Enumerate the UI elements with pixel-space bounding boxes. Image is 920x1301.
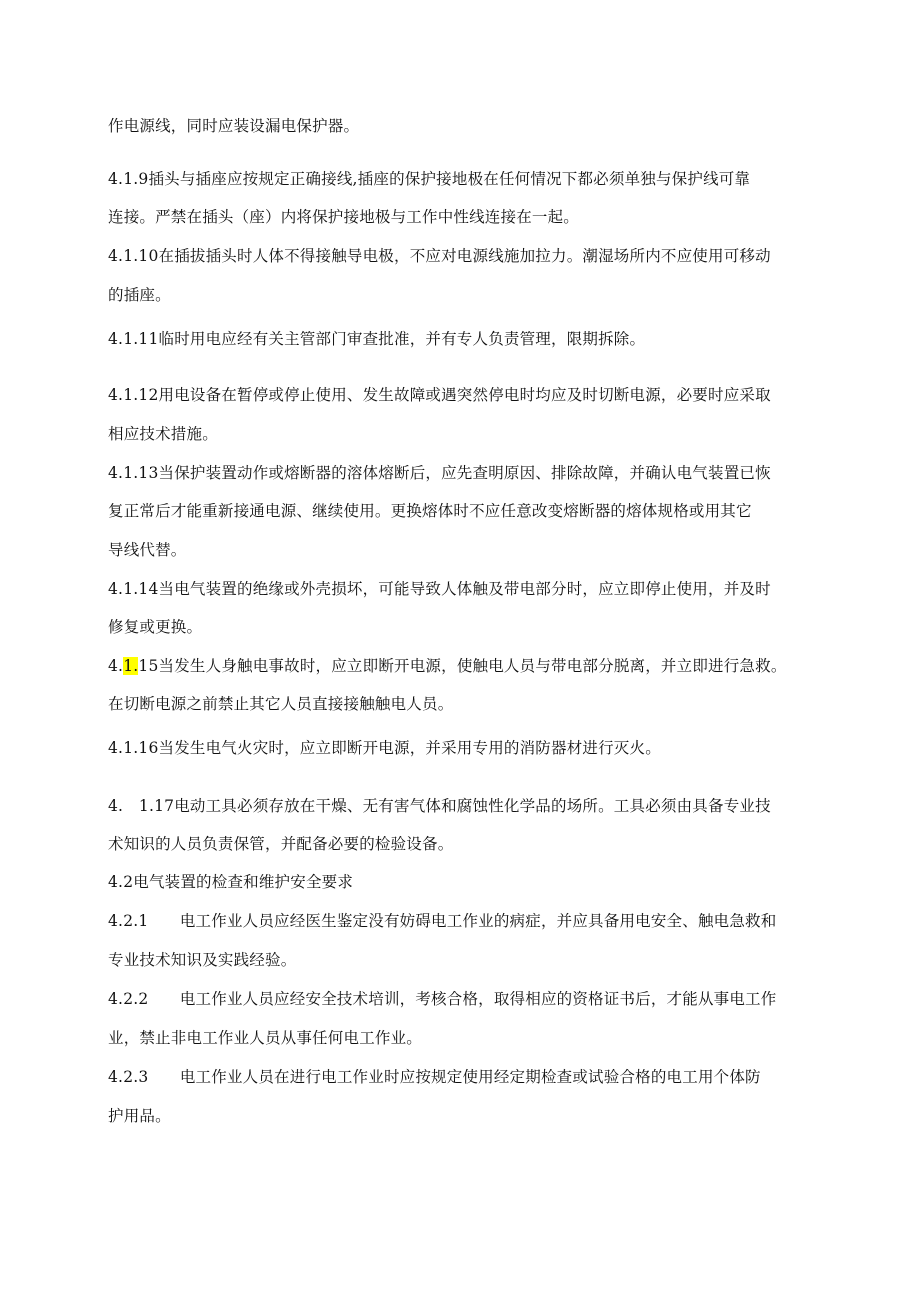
paragraph-continuation: 作电源线，同时应装设漏电保护器。 xyxy=(108,117,360,135)
clause-4-1-16-line-1: 4.1.16当发生电气火灾时，应立即断开电源，并采用专用的消防器材进行灭火。 xyxy=(108,739,661,757)
clause-4-1-13-line-1: 4.1.13当保护装置动作或熔断器的溶体熔断后，应先查明原因、排除故障，并确认电气装置已恢 xyxy=(108,464,771,482)
section-4-2-heading: 4.2电气装置的检查和维护安全要求 xyxy=(108,873,354,891)
clause-4-1-11-line-1: 4.1.11临时用电应经有关主管部门审查批准，并有专人负责管理，限期拆除。 xyxy=(108,330,646,348)
clause-text: 15当发生人身触电事故时，应立即断开电源，使触电人员与带电部分脱离，并立即进行急救。 xyxy=(138,657,787,675)
clause-4-1-13-line-3: 导线代替。 xyxy=(108,541,187,559)
clause-number-prefix: 4. xyxy=(108,657,124,675)
clause-4-1-17-line-1: 4. 1.17电动工具必须存放在干燥、无有害气体和腐蚀性化学品的场所。工具必须由具备专业技 xyxy=(108,797,771,815)
clause-4-1-10-line-2: 的插座。 xyxy=(108,286,171,304)
clause-4-1-15-line-1 xyxy=(108,656,787,676)
clause-4-1-14-line-1: 4.1.14当电气装置的绝缘或外壳损坏，可能导致人体触及带电部分时，应立即停止使用，并及时 xyxy=(108,580,771,598)
clause-4-2-2-line-1: 4.2.2 电工作业人员应经安全技术培训，考核合格，取得相应的资格证书后，才能从事电工作 xyxy=(108,990,777,1008)
clause-4-2-3-line-2: 护用品。 xyxy=(108,1107,171,1125)
clause-4-1-12-line-1: 4.1.12用电设备在暂停或停止使用、发生故障或遇突然停电时均应及时切断电源，必要时应采取 xyxy=(108,386,771,404)
clause-4-1-14-line-2: 修复或更换。 xyxy=(108,618,203,636)
clause-4-1-10-line-1: 4.1.10在插拔插头时人体不得接触导电极，不应对电源线施加拉力。潮湿场所内不应使用可移动 xyxy=(108,247,771,265)
clause-4-2-1-line-1: 4.2.1 电工作业人员应经医生鉴定没有妨碍电工作业的病症，并应具备用电安全、触电急救和 xyxy=(108,912,777,930)
clause-4-1-17-line-2: 术知识的人员负责保管，并配备必要的检验设备。 xyxy=(108,835,454,853)
clause-4-1-12-line-2: 相应技术措施。 xyxy=(108,425,218,443)
clause-4-1-9-line-2: 连接。严禁在插头（座）内将保护接地极与工作中性线连接在一起。 xyxy=(108,208,580,226)
clause-4-1-15-line-2: 在切断电源之前禁止其它人员直接接触触电人员。 xyxy=(108,695,454,713)
clause-4-2-3-line-1: 4.2.3 电工作业人员在进行电工作业时应按规定使用经定期检查或试验合格的电工用个体防 xyxy=(108,1068,761,1086)
clause-4-2-2-line-2: 业，禁止非电工作业人员从事任何电工作业。 xyxy=(108,1029,423,1047)
clause-4-1-9-line-1: 4.1.9插头与插座应按规定正确接线,插座的保护接地极在任何情况下都必须单独与保护线可靠 xyxy=(108,170,751,188)
clause-4-1-13-line-2: 复正常后才能重新接通电源、继续使用。更换熔体时不应任意改变熔断器的熔体规格或用其它 xyxy=(108,502,752,520)
highlighted-text: 1. xyxy=(123,657,139,675)
clause-4-2-1-line-2: 专业技术知识及实践经验。 xyxy=(108,951,297,969)
